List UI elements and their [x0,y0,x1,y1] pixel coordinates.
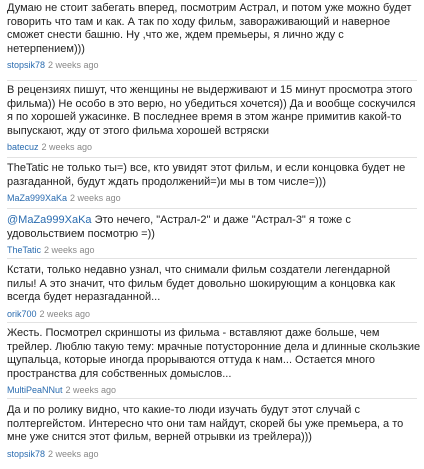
comment-text-body: Это нечего, "Астрал-2" и даже "Астрал-3" я тоже с удовольствием посмотрю =)) [7,214,351,240]
comment-meta [7,385,421,396]
comment-author-link[interactable]: orik700 [7,308,37,319]
comment-meta [7,193,421,204]
comment-item [7,84,421,153]
comment-meta [7,245,421,256]
comment-timestamp: 2 weeks ago [70,193,121,204]
comment-meta [7,449,421,460]
comment-meta [7,142,421,153]
comment-divider [7,258,417,259]
comment-divider [7,398,417,399]
comment-text: В рецензиях пишут, что женщины не выдерживают и 15 минут просмотра этого фильма)) Не особо в это верю, но убедиться хочется)) Да и вообще соскучился я по хорошей ужасинке. В последнее время в этом жанре примитив какой-то выпускают, жду от этого фильма хорошей встряски [7,84,416,137]
comment-author-link[interactable]: TheTatic [7,245,42,256]
comment-text: Да и по ролику видно, что какие-то люди изучать будут этот случай с полтергейстом. Интересно что они там найдут, скорей бы уже премьера, а то мне уже снится этот фильм, верней отрывки из трейлера))) [7,404,404,444]
comment-text [7,214,421,241]
comment-timestamp: 2 weeks ago [48,60,99,71]
comment-item [7,327,421,396]
comment-author-link[interactable]: MaZa999XaKa [7,193,68,204]
comment-item [7,2,421,71]
comment-text: Кстати, только недавно узнал, что снимали фильм создатели легендарной пилы! А это значит, что фильм будет довольно шокирующим а концовка как всегда будет неразгаданной... [7,264,396,304]
comment-meta [7,309,421,320]
comment-author-link[interactable]: batecuz [7,142,39,153]
comment-timestamp: 2 weeks ago [39,308,91,319]
comment-author-link[interactable]: stopsik78 [7,448,46,459]
comment-author-link[interactable]: stopsik78 [7,60,46,71]
comment-item [7,214,421,256]
comment-author-link[interactable]: MultiPeaNNut [7,385,63,396]
comment-item [7,162,421,204]
comment-divider [7,322,417,323]
comment-timestamp: 2 weeks ago [44,245,95,256]
comment-text: Думаю не стоит забегать вперед, посмотрим Астрал, и потом уже можно будет говорить что там и как. А так по ходу фильм, завораживающий и наверное сможет снести башню. Ну ,что же, ждем премьеры, я лично жду с нетерпением))) [7,2,412,55]
comment-divider [7,157,417,158]
comment-timestamp: 2 weeks ago [48,448,99,459]
comment-item [7,264,421,320]
comment-meta [7,60,421,71]
comment-timestamp: 2 weeks ago [41,142,93,153]
comment-text: Жесть. Посмотрел скриншоты из фильма - вставляют даже больше, чем трейлер. Люблю такую тему: мрачные потусторонние дела и длинные скользкие щупальца, которые иногда прорываются оттуда к нам... Остается много пространства для собственных домыслов... [7,327,421,380]
comment-item [7,404,421,460]
comment-timestamp: 2 weeks ago [65,385,117,396]
comment-text: TheTatic не только ты=) все, кто увидят этот фильм, и если концовка будет не разгаданной, будут ждать продолжений=)и мы в том числе=))) [7,162,406,188]
comment-divider [7,208,417,209]
comment-divider [7,80,417,81]
mention-link[interactable]: @MaZa999XaKa [7,214,92,226]
